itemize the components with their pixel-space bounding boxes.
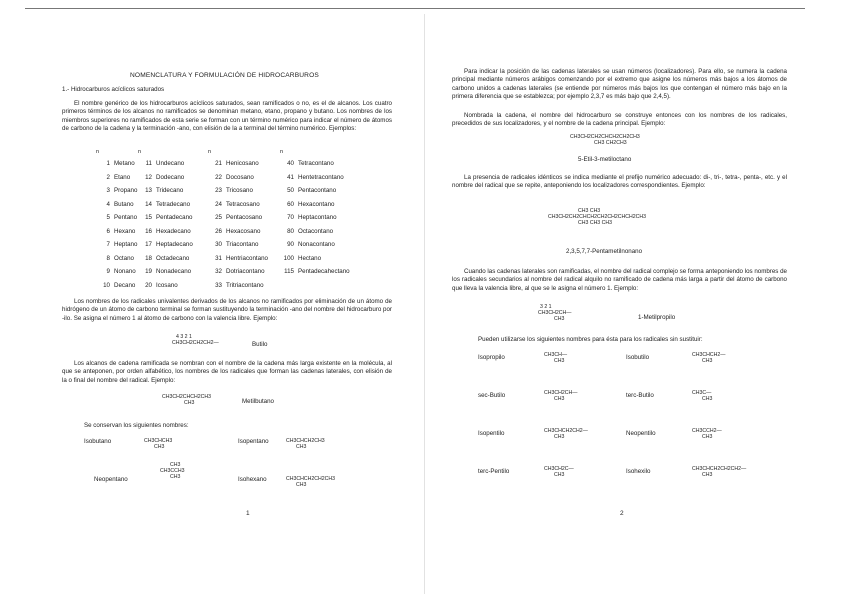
branch: CH3 <box>554 396 565 403</box>
alkane-name: Decano <box>114 281 136 289</box>
branch: CH3 <box>554 316 565 323</box>
carbon-count: 32 <box>215 268 222 275</box>
carbon-count: 18 <box>145 254 152 262</box>
radical-name: terc-Pentilo <box>478 468 510 475</box>
alkane-name: Hexacontano <box>298 200 335 208</box>
carbon-count: 60 <box>287 200 294 208</box>
formula: CH3C— <box>692 390 712 396</box>
alkane-name: Hexadecano <box>156 227 191 235</box>
alkane-name: Nonano <box>114 268 136 275</box>
locant-numbers: 3 2 1 <box>540 304 552 310</box>
alkane-name: Pentadecahectano <box>298 268 350 275</box>
alkane-name: Propano <box>114 187 138 194</box>
carbon-count: 5 <box>106 214 110 221</box>
alkane-name: Heptano <box>114 241 138 248</box>
carbon-count: 17 <box>145 241 152 248</box>
alkane-name: Etano <box>114 173 131 181</box>
formula: CH3CHCH2CH2CH3 <box>286 476 336 482</box>
radical-formula <box>692 352 725 364</box>
formula: CH3CCH3 <box>160 468 185 475</box>
carbon-count: 10 <box>103 281 110 289</box>
page-number: 2 <box>620 510 624 517</box>
carbon-count: 30 <box>215 241 222 248</box>
radical-name: Isobutilo <box>626 354 650 361</box>
alkane-name: Dotriacontano <box>226 268 265 275</box>
example1-name: 5-Etil-3-metiloctano <box>578 156 632 163</box>
carbon-count: 1 <box>106 160 110 167</box>
branch: CH3 <box>702 434 713 441</box>
carbon-count: 4 <box>106 200 110 208</box>
carbon-count: 50 <box>287 187 294 194</box>
carbon-count: 14 <box>145 200 152 208</box>
alkane-name: Henicosano <box>226 160 259 167</box>
radical-name: Isohexilo <box>626 468 651 475</box>
carbon-count: 31 <box>215 254 222 262</box>
conserved-formula <box>286 438 325 450</box>
table-row <box>280 282 370 296</box>
formula: CH3CHCH2CH2CH2— <box>692 466 747 472</box>
conserved-formula <box>144 438 172 450</box>
conserved-formula <box>286 476 335 488</box>
carbon-count: 15 <box>145 214 152 221</box>
alkane-name: Octano <box>114 254 134 262</box>
carbon-count: 2 <box>106 173 110 181</box>
formula: CH3CH2C— <box>544 466 574 472</box>
branch: CH3 <box>296 482 307 489</box>
alkane-name: Hentriacontano <box>226 254 268 262</box>
table-header: n <box>280 149 284 155</box>
page-fold <box>424 14 425 594</box>
page-title: NOMENCLATURA Y FORMULACIÓN DE HIDROCARBUROS <box>130 72 319 79</box>
table-row <box>280 241 370 255</box>
branched-paragraph: Los alcanos de cadena ramificada se nombran con el nombre de la cadena más larga existente en la molécula, al que se anteponen, por orden alfabético, los nombres de los radicales que forman las cadenas laterales, con elisión de la o final del nombre del radical. Ejemplo: <box>62 360 392 384</box>
branch: CH3 <box>554 472 565 479</box>
carbon-count: 41 <box>287 173 294 181</box>
carbon-count: 100 <box>283 254 294 262</box>
section-heading: 1.- Hidrocarburos acíclicos saturados <box>62 86 165 93</box>
alkane-name: Heptadecano <box>156 241 193 248</box>
alkane-name: Tritriacontano <box>226 281 264 289</box>
branch: CH3 <box>702 472 713 479</box>
carbon-count: 80 <box>287 227 294 235</box>
table-row <box>280 174 370 188</box>
carbon-count: 16 <box>145 227 152 235</box>
carbon-count: 40 <box>287 160 294 167</box>
formula: CH3CHCH2CH3 <box>286 438 325 444</box>
carbon-count: 7 <box>106 241 110 248</box>
carbon-count: 24 <box>215 200 222 208</box>
conserved-note: Se conservan los siguientes nombres: <box>84 422 189 429</box>
formula: CH3CCH2— <box>692 428 722 434</box>
formula: CH3CH2CH2CHCH2CH2CH2CHCH2CH3 <box>548 214 647 221</box>
radical-name: Isopropilo <box>478 354 505 361</box>
radical-name: Isopentilo <box>478 430 505 437</box>
alkane-name: Undecano <box>156 160 185 167</box>
methylpropyl-formula <box>538 304 571 323</box>
radical-formula <box>692 390 712 402</box>
table-row <box>280 214 370 228</box>
page-number: 1 <box>246 510 250 517</box>
alkane-name: Tetracosano <box>226 200 260 208</box>
conserved-name: Isopentano <box>238 438 269 445</box>
carbon-count: 25 <box>215 214 222 221</box>
branch: CH3 <box>554 434 565 441</box>
carbon-count: 8 <box>106 254 110 262</box>
formula: CH3CH2CHCH2CH3 <box>162 394 212 400</box>
branch: CH3 CH2CH3 <box>594 140 627 147</box>
prefix-paragraph: La presencia de radicales idénticos se indica mediante el prefijo numérico adecuado: di-, tri-, tetra-, penta-, etc. y el nombre del radical que se repite, anteponiendo los localizadores correspondientes. Ejemplo: <box>452 174 787 190</box>
alkane-name: Docosano <box>226 173 254 181</box>
scan-top-edge <box>25 8 805 9</box>
metilbutano-formula <box>162 394 211 406</box>
branch: CH3 <box>296 444 307 451</box>
table-row <box>280 160 370 174</box>
alkane-name: Heptacontano <box>298 214 337 221</box>
butilo-name: Butilo <box>252 341 268 348</box>
butilo-formula <box>172 334 219 346</box>
alkane-name: Metano <box>114 160 135 167</box>
table-row <box>280 268 370 282</box>
alkane-name: Pentadecano <box>156 214 193 221</box>
unsubstituted-note: Pueden utilizarse los siguientes nombres para ésta para los radicales sin sustituir: <box>478 336 703 343</box>
branch: CH3 CH3 CH3 <box>578 220 613 227</box>
radicals-paragraph: Los nombres de los radicales univalentes derivados de los alcanos no ramificados por eliminación de un átomo de hidrógeno de un átomo de carbono terminal se forman sustituyendo la terminación -ano del nombre del hidrocarburo por -ilo. Se asigna el número 1 al átomo de carbono con la valencia libre. Ejemplo: <box>62 298 392 322</box>
alkane-name: Tridecano <box>156 187 184 194</box>
formula: CH3CHCH2— <box>692 352 726 358</box>
table-header: n <box>96 149 100 155</box>
alkane-name: Octadecano <box>156 254 190 262</box>
formula: CH3CH2CH2CH2— <box>172 340 219 347</box>
carbon-count: 9 <box>106 268 110 275</box>
alkane-name: Dodecano <box>156 173 185 181</box>
complex-paragraph: Cuando las cadenas laterales son ramificadas, el nombre del radical complejo se forma anteponiendo los nombres de los radicales secundarios al nombre del radical alquilo no ramificado de cadena más larga a partir del átomo de carbono que lleva la valencia libre, al que se le asigna el número 1. Ejemplo: <box>452 268 787 292</box>
methylpropyl-name: 1-Metilpropilo <box>638 314 676 321</box>
formula: CH3CH2CH2CHCH2CH2CH3 <box>570 134 640 140</box>
branch: CH3 <box>170 462 181 468</box>
radical-formula <box>692 428 722 440</box>
alkane-name: Pentano <box>114 214 138 221</box>
locants-paragraph: Para indicar la posición de las cadenas laterales se usan números (localizadores). Para ello, se numera la cadena principal mediante números arábigos comenzando por el extremo que asigne los números más bajos a los átomos de carbono unidos a cadenas laterales (se entiende por números más bajos los que contengan el número más bajo en la primera diferencia que se establezca; por ejemplo 2,3,7 es más bajo que 2,4,5). <box>452 68 787 101</box>
locant-numbers: 4 3 2 1 <box>176 334 192 340</box>
carbon-count: 22 <box>215 173 222 181</box>
carbon-count: 33 <box>215 281 222 289</box>
alkane-name: Icosano <box>156 281 178 289</box>
carbon-count: 20 <box>145 281 152 289</box>
conserved-formula <box>160 462 185 481</box>
formula: CH3CH— <box>544 352 568 358</box>
carbon-count: 11 <box>145 160 152 167</box>
carbon-count: 70 <box>287 214 294 221</box>
alkane-name: Butano <box>114 200 134 208</box>
alkane-name: Tricosano <box>226 187 253 194</box>
alkane-name: Octacontano <box>298 227 334 235</box>
table-row <box>280 228 370 242</box>
alkane-name: Hectano <box>298 254 322 262</box>
carbon-count: 19 <box>145 268 152 275</box>
carbon-count: 13 <box>145 187 152 194</box>
branch: CH3 <box>184 400 195 407</box>
alkane-name: Hexacosano <box>226 227 261 235</box>
radical-formula <box>544 428 588 440</box>
radical-formula <box>544 352 567 364</box>
conserved-name: Isobutano <box>84 438 112 445</box>
branch: CH3 <box>170 474 181 481</box>
radical-name: sec-Butilo <box>478 392 506 399</box>
carbon-count: 3 <box>106 187 110 194</box>
branch: CH3 CH3 <box>578 208 601 214</box>
radical-formula <box>544 466 574 478</box>
formula: CH3CHCH2CH2— <box>544 428 588 434</box>
formula: CH3CH2CH— <box>538 310 572 317</box>
alkane-name: Tetradecano <box>156 200 191 208</box>
radical-formula <box>544 390 577 402</box>
radical-formula <box>692 466 746 478</box>
carbon-count: 12 <box>145 173 152 181</box>
formula: CH3CH2CH— <box>544 390 578 396</box>
alkane-name: Nonadecano <box>156 268 192 275</box>
carbon-count: 26 <box>215 227 222 235</box>
carbon-count: 90 <box>287 241 294 248</box>
example2-formula <box>548 208 646 227</box>
table-row <box>280 187 370 201</box>
radical-name: Neopentilo <box>626 430 656 437</box>
alkane-name: Pentacontano <box>298 187 337 194</box>
example2-name: 2,3,5,7,7-Pentametilnonano <box>566 248 643 255</box>
branch: CH3 <box>154 444 165 451</box>
table-header: n <box>208 149 212 155</box>
alkane-name: Triacontano <box>226 241 259 248</box>
carbon-count: 6 <box>106 227 110 235</box>
table-column <box>280 148 370 295</box>
carbon-count: 21 <box>215 160 222 167</box>
alkane-name: Nonacontano <box>298 241 335 248</box>
metilbutano-name: Metilbutano <box>242 398 274 405</box>
radical-name: terc-Butilo <box>626 392 654 399</box>
conserved-name: Isohexano <box>238 476 267 483</box>
table-header: n <box>138 149 142 155</box>
branch: CH3 <box>554 358 565 365</box>
alkane-name: Tetracontano <box>298 160 334 167</box>
table-row <box>280 255 370 269</box>
branch: CH3 <box>702 358 713 365</box>
conserved-name: Neopentano <box>94 476 128 483</box>
naming-paragraph: Nombrada la cadena, el nombre del hidrocarburo se construye entonces con los nombres de los radicales, precedidos de sus localizadores, y el nombre de la cadena principal. Ejemplo: <box>452 112 787 128</box>
alkane-name: Hentetracontano <box>298 173 344 181</box>
table-row <box>280 201 370 215</box>
carbon-count: 115 <box>284 268 294 275</box>
intro-paragraph: El nombre genérico de los hidrocarburos acíclicos saturados, sean ramificados o no, es el de alcanos. Los cuatro primeros términos de los alcanos no ramificados se denominan metano, etano, propano y butano. Los nombres de los miembros superiores no ramificados de esta serie se forman con un término numérico para indicar el número de átomos de carbono de la cadena y la terminación -ano, con elisión de la a terminal del término numérico. Ejemplos: <box>62 100 392 133</box>
example1-formula <box>570 134 640 146</box>
carbon-count: 23 <box>215 187 222 194</box>
branch: CH3 <box>702 396 713 403</box>
formula: CH3CHCH3 <box>144 438 173 444</box>
alkane-name: Pentacosano <box>226 214 263 221</box>
alkane-name: Hexano <box>114 227 136 235</box>
